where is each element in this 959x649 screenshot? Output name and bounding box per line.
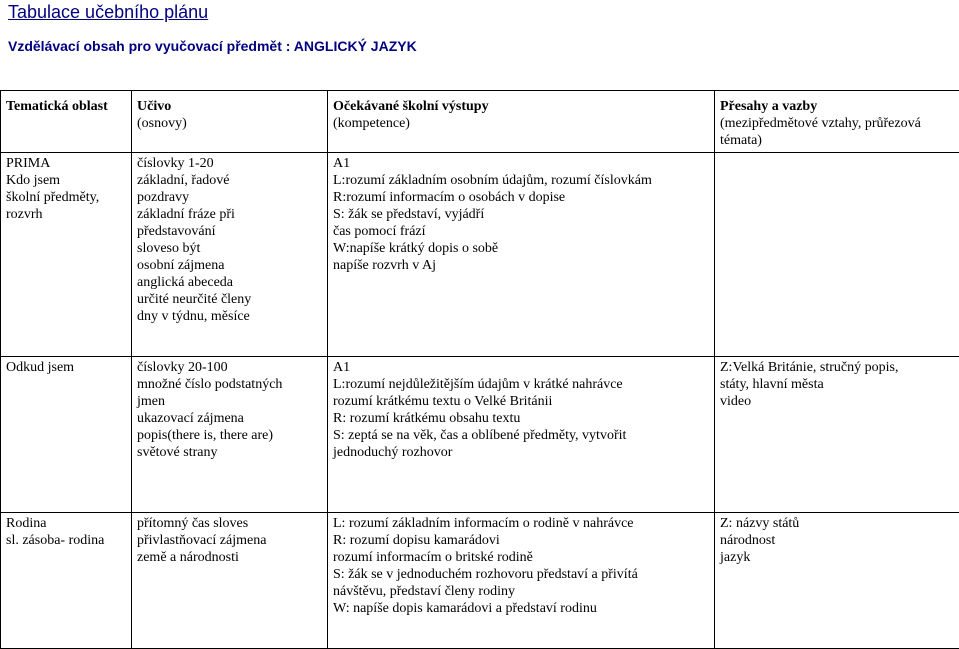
cell-line: L:rozumí základním osobním údajům, rozumí číslovkám [333, 172, 710, 189]
cell-vystupy [328, 153, 715, 357]
cell-line: S: žák se v jednoduchém rozhovoru představí a přivítá [333, 566, 710, 583]
cell-line: jmen [137, 393, 323, 410]
cell-line: R:rozumí informacím o osobách v dopise [333, 189, 710, 206]
cell-line: určité neurčité členy [137, 291, 323, 308]
cell-line: A1 [333, 155, 710, 172]
cell-line: Z: názvy států [720, 515, 955, 532]
cell-line: ukazovací zájmena [137, 410, 323, 427]
header-presahy-main: Přesahy a vazby [720, 98, 955, 115]
cell-line: základní fráze při [137, 206, 323, 223]
cell-line: Z:Velká Británie, stručný popis, [720, 359, 955, 376]
cell-line: rozumí krátkému textu o Velké Británii [333, 393, 710, 410]
cell-line: S: žák se představí, vyjádří [333, 206, 710, 223]
cell-line: základní, řadové [137, 172, 323, 189]
cell-vystupy [328, 357, 715, 513]
cell-line: rozvrh [6, 206, 127, 223]
header-oblast-main: Tematická oblast [6, 98, 127, 115]
cell-line: Rodina [6, 515, 127, 532]
cell-ucivo [132, 153, 328, 357]
cell-line: PRIMA [6, 155, 127, 172]
cell-line: číslovky 1-20 [137, 155, 323, 172]
cell-line: pozdravy [137, 189, 323, 206]
header-ucivo [132, 91, 328, 153]
cell-line: sloveso být [137, 240, 323, 257]
cell-oblast [1, 153, 132, 357]
cell-line: L: rozumí základním informacím o rodině v nahrávce [333, 515, 710, 532]
header-ucivo-main: Učivo [137, 98, 323, 115]
cell-line: množné číslo podstatných [137, 376, 323, 393]
cell-line: video [720, 393, 955, 410]
cell-line: rozumí informacím o britské rodině [333, 549, 710, 566]
cell-line: národnost [720, 532, 955, 549]
curriculum-table [0, 90, 959, 649]
page-title: Tabulace učebního plánu [8, 2, 208, 23]
cell-line: R: rozumí krátkému obsahu textu [333, 410, 710, 427]
cell-line: napíše rozvrh v Aj [333, 257, 710, 274]
cell-line: dny v týdnu, měsíce [137, 308, 323, 325]
header-oblast [1, 91, 132, 153]
header-vystupy-sub: (kompetence) [333, 115, 710, 132]
cell-presahy [715, 153, 959, 357]
cell-line: světové strany [137, 444, 323, 461]
cell-line: anglická abeceda [137, 274, 323, 291]
cell-line: W: napíše dopis kamarádovi a představí rodinu [333, 600, 710, 617]
cell-line: A1 [333, 359, 710, 376]
cell-line: L:rozumí nejdůležitějším údajům v krátké nahrávce [333, 376, 710, 393]
header-presahy [715, 91, 959, 153]
cell-line: státy, hlavní města [720, 376, 955, 393]
cell-presahy [715, 513, 959, 649]
cell-line: Odkud jsem [6, 359, 127, 376]
cell-line: R: rozumí dopisu kamarádovi [333, 532, 710, 549]
header-vystupy [328, 91, 715, 153]
cell-line: osobní zájmena [137, 257, 323, 274]
cell-ucivo [132, 513, 328, 649]
cell-line: číslovky 20-100 [137, 359, 323, 376]
cell-line: návštěvu, představí členy rodiny [333, 583, 710, 600]
header-ucivo-sub: (osnovy) [137, 115, 323, 132]
cell-line: přítomný čas sloves [137, 515, 323, 532]
table-row [1, 357, 959, 513]
cell-ucivo [132, 357, 328, 513]
cell-line: přivlastňovací zájmena [137, 532, 323, 549]
cell-oblast [1, 513, 132, 649]
header-presahy-sub: (mezipředmětové vztahy, průřezová témata) [720, 115, 955, 149]
cell-line: popis(there is, there are) [137, 427, 323, 444]
cell-line: W:napíše krátký dopis o sobě [333, 240, 710, 257]
table-row [1, 513, 959, 649]
header-row [1, 91, 959, 153]
cell-line: země a národnosti [137, 549, 323, 566]
cell-line: představování [137, 223, 323, 240]
cell-line: Kdo jsem [6, 172, 127, 189]
cell-line: sl. zásoba- rodina [6, 532, 127, 549]
cell-line: S: zeptá se na věk, čas a oblíbené předměty, vytvořit [333, 427, 710, 444]
cell-line: jazyk [720, 549, 955, 566]
cell-presahy [715, 357, 959, 513]
cell-line: jednoduchý rozhovor [333, 444, 710, 461]
cell-vystupy [328, 513, 715, 649]
table-row [1, 153, 959, 357]
header-vystupy-main: Očekávané školní výstupy [333, 98, 710, 115]
subject-subtitle: Vzdělávací obsah pro vyučovací předmět : ANGLICKÝ JAZYK [8, 38, 417, 54]
cell-line: čas pomocí frází [333, 223, 710, 240]
cell-line: školní předměty, [6, 189, 127, 206]
cell-oblast [1, 357, 132, 513]
